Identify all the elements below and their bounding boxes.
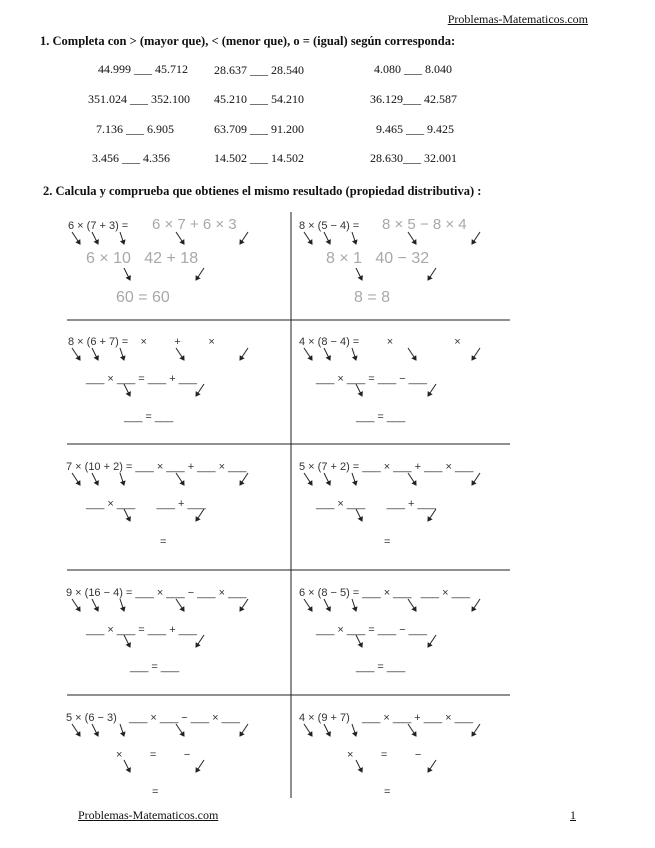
- exercise-equation: 6 × (8 − 5) = ___ × ___ ___ × ___: [299, 587, 470, 599]
- comparison-item: 14.502 ___ 14.502: [214, 151, 304, 165]
- arrow-head-icon: [180, 356, 184, 360]
- arrow-head-icon: [359, 392, 363, 396]
- arrow-head-icon: [353, 607, 357, 611]
- arrow-head-icon: [327, 356, 331, 360]
- arrow-head-icon: [308, 732, 312, 736]
- example-1-equation: 6 × (7 + 3) =: [68, 220, 129, 232]
- arrow-head-icon: [127, 392, 131, 396]
- exercise-step: ___ × ___ ___ + ___: [86, 498, 206, 510]
- exercise-equation: 5 × (6 − 3) ___ × ___ − ___ × ___: [66, 712, 240, 724]
- arrow-head-icon: [76, 356, 80, 360]
- comparison-item: 7.136 ___ 6.905: [96, 122, 174, 136]
- arrow-head-icon: [472, 240, 476, 244]
- arrow-head-icon: [121, 607, 125, 611]
- arrow-head-icon: [327, 607, 331, 611]
- arrow-head-icon: [196, 768, 200, 772]
- arrow-head-icon: [240, 356, 244, 360]
- arrow-head-icon: [196, 392, 200, 396]
- exercise-result: =: [384, 536, 391, 548]
- arrow-head-icon: [76, 732, 80, 736]
- arrow-head-icon: [327, 481, 331, 485]
- exercise-equation: 8 × (6 + 7) = × + ×: [68, 336, 215, 348]
- arrow-head-icon: [95, 481, 99, 485]
- page-number: 1: [570, 808, 576, 822]
- arrow-head-icon: [127, 276, 131, 280]
- arrow-head-icon: [240, 240, 244, 244]
- arrow-head-icon: [127, 643, 131, 647]
- arrow-head-icon: [180, 732, 184, 736]
- arrow-head-icon: [412, 481, 416, 485]
- question-2-title: 2. Calcula y comprueba que obtienes el mismo resultado (propiedad distributiva) :: [43, 184, 482, 198]
- arrow-head-icon: [76, 481, 80, 485]
- exercise-result: =: [384, 786, 391, 798]
- arrow-head-icon: [240, 481, 244, 485]
- arrow-head-icon: [76, 607, 80, 611]
- arrow-head-icon: [428, 392, 432, 396]
- arrow-head-icon: [327, 240, 331, 244]
- exercise-step: ___ × ___ = ___ + ___: [86, 373, 198, 385]
- arrow-head-icon: [428, 643, 432, 647]
- exercise-step: ___ × ___ = ___ − ___: [316, 373, 428, 385]
- arrow-head-icon: [359, 276, 363, 280]
- arrow-head-icon: [95, 356, 99, 360]
- arrow-head-icon: [121, 240, 125, 244]
- arrow-head-icon: [353, 240, 357, 244]
- arrow-head-icon: [353, 356, 357, 360]
- arrow-head-icon: [180, 240, 184, 244]
- arrow-head-icon: [308, 240, 312, 244]
- arrow-head-icon: [180, 481, 184, 485]
- example-2-result: 8 = 8: [354, 289, 391, 306]
- arrow-head-icon: [196, 276, 200, 280]
- exercise-equation: 4 × (8 − 4) = × ×: [299, 336, 461, 348]
- exercise-result: =: [160, 536, 167, 548]
- exercise-result: ___ = ___: [356, 411, 406, 423]
- exercise-step: ___ × ___ = ___ − ___: [316, 624, 428, 636]
- exercise-step: × = −: [347, 749, 422, 761]
- exercise-step: ___ × ___ ___ + ___: [316, 498, 436, 510]
- exercise-step: × = −: [116, 749, 191, 761]
- arrow-head-icon: [412, 356, 416, 360]
- example-2-answer: 8 × 5 − 8 × 4: [382, 216, 467, 233]
- comparison-item: 351.024 ___ 352.100: [88, 92, 190, 106]
- arrow-head-icon: [428, 276, 432, 280]
- arrow-head-icon: [308, 607, 312, 611]
- header-site-link[interactable]: Problemas-Matematicos.com: [447, 12, 588, 26]
- exercise-result: ___ = ___: [356, 661, 406, 673]
- comparison-item: 44.999 ___ 45.712: [98, 62, 188, 76]
- arrow-head-icon: [308, 481, 312, 485]
- comparison-item: 45.210 ___ 54.210: [214, 92, 304, 106]
- arrow-head-icon: [95, 607, 99, 611]
- arrow-head-icon: [412, 240, 416, 244]
- arrow-head-icon: [472, 356, 476, 360]
- exercise-equation: 5 × (7 + 2) = ___ × ___ + ___ × ___: [299, 461, 474, 473]
- arrow-head-icon: [359, 643, 363, 647]
- arrow-head-icon: [412, 732, 416, 736]
- example-2-equation: 8 × (5 − 4) =: [299, 220, 360, 232]
- arrow-head-icon: [428, 517, 432, 521]
- arrow-head-icon: [196, 643, 200, 647]
- comparison-item: 4.080 ___ 8.040: [374, 62, 452, 76]
- arrow-head-icon: [472, 481, 476, 485]
- exercise-step: ___ × ___ = ___ + ___: [86, 624, 198, 636]
- arrow-head-icon: [180, 607, 184, 611]
- arrow-head-icon: [327, 732, 331, 736]
- arrow-head-icon: [127, 768, 131, 772]
- comparison-item: 9.465 ___ 9.425: [376, 122, 454, 136]
- arrow-head-icon: [472, 732, 476, 736]
- arrow-head-icon: [353, 481, 357, 485]
- exercise-result: ___ = ___: [124, 411, 174, 423]
- exercise-equation: 9 × (16 − 4) = ___ × ___ − ___ × ___: [66, 587, 247, 599]
- comparison-item: 63.709 ___ 91.200: [214, 122, 304, 136]
- comparison-item: 36.129___ 42.587: [370, 92, 457, 106]
- arrow-head-icon: [76, 240, 80, 244]
- arrow-head-icon: [412, 607, 416, 611]
- comparison-item: 28.637 ___ 28.540: [214, 63, 304, 77]
- exercise-equation: 7 × (10 + 2) = ___ × ___ + ___ × ___: [66, 461, 247, 473]
- comparison-item: 28.630___ 32.001: [370, 151, 457, 165]
- exercise-result: =: [152, 786, 159, 798]
- exercise-result: ___ = ___: [130, 661, 180, 673]
- arrow-head-icon: [428, 768, 432, 772]
- footer-site-link[interactable]: Problemas-Matematicos.com: [78, 808, 219, 822]
- arrow-head-icon: [353, 732, 357, 736]
- arrow-head-icon: [359, 768, 363, 772]
- question-1-title: 1. Completa con > (mayor que), < (menor que), o = (igual) según corresponda:: [40, 34, 456, 48]
- exercise-equation: 4 × (9 + 7) ___ × ___ + ___ × ___: [299, 712, 473, 724]
- arrow-head-icon: [95, 732, 99, 736]
- arrow-head-icon: [359, 517, 363, 521]
- arrow-head-icon: [121, 481, 125, 485]
- arrow-head-icon: [308, 356, 312, 360]
- arrow-head-icon: [121, 356, 125, 360]
- example-1-middle: 6 × 10 42 + 18: [86, 250, 199, 267]
- example-1-result: 60 = 60: [116, 289, 170, 306]
- arrow-head-icon: [127, 517, 131, 521]
- arrow-head-icon: [240, 607, 244, 611]
- comparison-item: 3.456 ___ 4.356: [92, 151, 170, 165]
- example-2-middle: 8 × 1 40 − 32: [326, 250, 430, 267]
- arrow-head-icon: [240, 732, 244, 736]
- arrow-head-icon: [121, 732, 125, 736]
- arrow-head-icon: [196, 517, 200, 521]
- arrow-head-icon: [95, 240, 99, 244]
- arrow-head-icon: [472, 607, 476, 611]
- example-1-answer: 6 × 7 + 6 × 3: [152, 216, 237, 233]
